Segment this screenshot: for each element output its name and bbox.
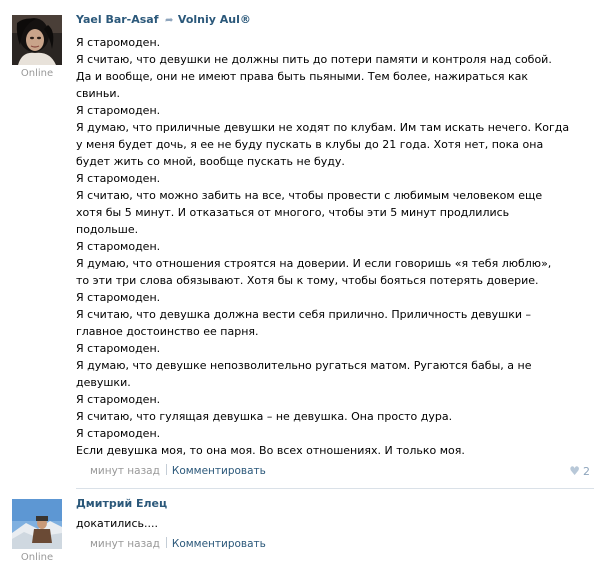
footer-separator: [166, 537, 167, 548]
text-line: Я считаю, что гулящая девушка – не девушка. Она просто дура.: [76, 410, 453, 423]
post-header: [76, 12, 591, 28]
post-time[interactable]: минут назад: [90, 538, 160, 550]
post-header: [76, 496, 591, 512]
text-line: будет жить со мной, вообще пускать не буду.: [76, 155, 345, 168]
text-line: у меня будет дочь, я ее не буду пускать в клубы до 21 года. Хотя нет, пока она: [76, 138, 544, 151]
text-line: Да и вообще, они не имеют права быть пьяными. Тем более, нажираться как: [76, 70, 528, 83]
heart-icon: ♥: [569, 464, 580, 478]
text-line: Я старомоден.: [76, 342, 161, 355]
avatar[interactable]: [12, 15, 62, 65]
post-time[interactable]: минут назад: [90, 465, 160, 477]
text-line: Я считаю, что можно забить на все, чтобы провести с любимым человеком еще: [76, 189, 543, 202]
text-line: подольше.: [76, 223, 139, 236]
text-line: Я старомоден.: [76, 104, 161, 117]
text-line: Если девушка моя, то она моя. Во всех отношениях. И только моя.: [76, 444, 465, 457]
like-count: 2: [583, 465, 590, 478]
post-content: [76, 12, 591, 459]
text-line: Я думаю, что девушке непозволительно ругаться матом. Ругаются бабы, а не: [76, 359, 532, 372]
avatar-photo: [12, 499, 62, 549]
online-status: Online: [20, 552, 54, 563]
text-line: хотя бы 5 минут. И отказаться от многого, чтобы эти 5 минут продлились: [76, 206, 510, 219]
text-line: главное достоинство ее парня.: [76, 325, 259, 338]
post-footer: [90, 463, 266, 479]
text-line: Я думаю, что приличные девушки не ходят по клубам. Им там искать нечего. Когда: [76, 121, 570, 134]
author-link[interactable]: Yael Bar-Asaf: [76, 13, 159, 26]
comment-link[interactable]: Комментировать: [171, 465, 266, 477]
text-line: Я старомоден.: [76, 240, 161, 253]
text-line: Я считаю, что девушка должна вести себя прилично. Приличность девушки –: [76, 308, 532, 321]
text-line: Я старомоден.: [76, 172, 161, 185]
repost-arrow-icon: ➦: [165, 15, 174, 26]
post-text: [76, 515, 591, 532]
post-footer: [90, 536, 266, 552]
post-content: [76, 496, 591, 532]
comment-link[interactable]: Комментировать: [171, 538, 266, 550]
footer-separator: [166, 464, 167, 475]
author-link[interactable]: Дмитрий Елец: [76, 497, 168, 510]
text-line: Я думаю, что отношения строятся на доверии. И если говоришь «я тебя люблю»,: [76, 257, 552, 270]
text-line: Я старомоден.: [76, 427, 161, 440]
text-line: девушки.: [76, 376, 131, 389]
post-divider: [76, 488, 594, 489]
avatar[interactable]: [12, 499, 62, 549]
repost-source-link[interactable]: Volniy Aul®: [177, 13, 251, 26]
text-line: Я старомоден.: [76, 36, 161, 49]
text-line: свиньи.: [76, 87, 120, 100]
text-line: Я считаю, что девушки не должны пить до потери памяти и контроля над собой.: [76, 53, 552, 66]
like-button[interactable]: [569, 463, 590, 479]
post-text: [76, 34, 591, 459]
text-line: Я старомоден.: [76, 393, 161, 406]
wall-post: [0, 490, 604, 567]
text-line: то эти три слова обязывают. Хотя бы к тому, чтобы бояться потерять доверие.: [76, 274, 539, 287]
text-line: докатились....: [76, 517, 158, 530]
avatar-photo: [12, 15, 62, 65]
online-status: Online: [20, 68, 54, 79]
text-line: Я старомоден.: [76, 291, 161, 304]
